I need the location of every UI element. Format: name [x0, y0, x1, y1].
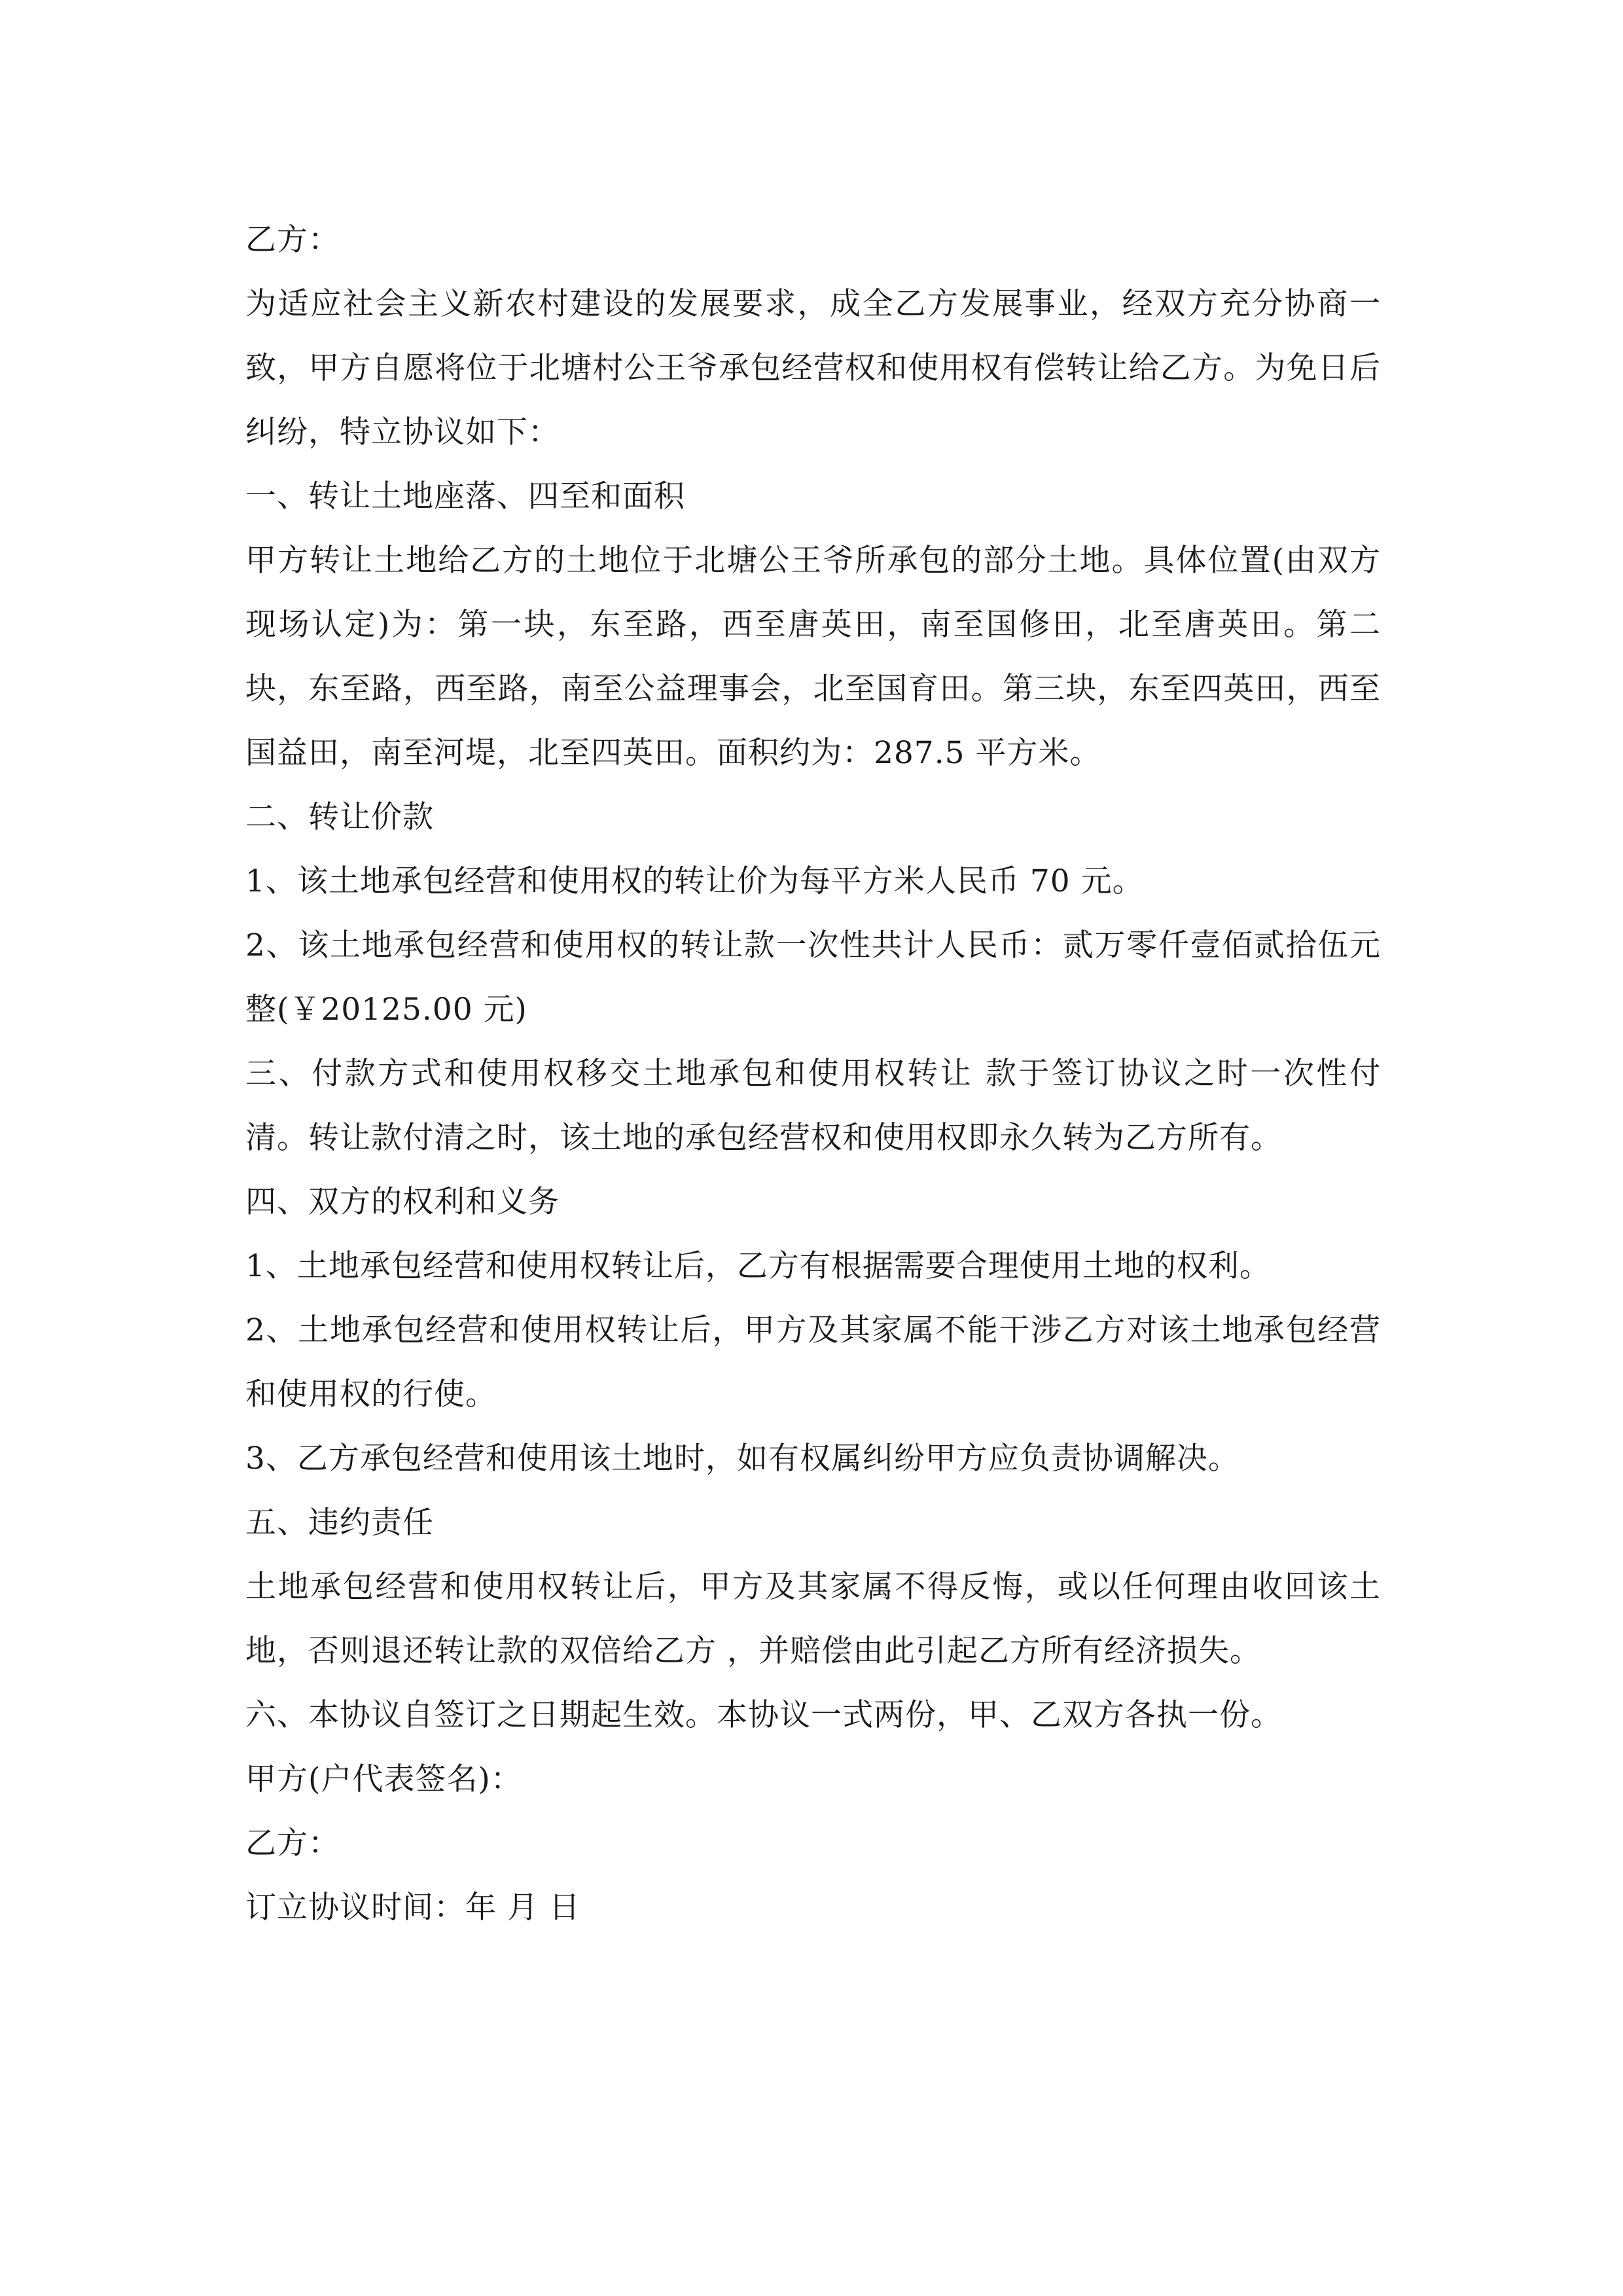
- section-4-title: 四、双方的权利和义务: [245, 1184, 560, 1220]
- section-4-item-2: 2、土地承包经营和使用权转让后，甲方及其家属不能干涉乙方对该土地承包经营和使用权的行使。: [245, 1312, 1381, 1412]
- section-6-paragraph: 六、本协议自签订之日期起生效。本协议一式两份，甲、乙双方各执一份。: [245, 1697, 1282, 1733]
- section-1-body: 甲方转让土地给乙方的土地位于北塘公王爷所承包的部分土地。具体位置(由双方现场认定)为：第一块，东至路，西至唐英田，南至国修田，北至唐英田。第二块，东至路，西至路，南至公益理事会，北至国育田。第三块，东至四英田，西至国益田，南至河堤，北至四英田。面积约为：287.5 平方米。: [245, 543, 1381, 771]
- section-2-title: 二、转让价款: [245, 799, 434, 835]
- section-5-title: 五、违约责任: [245, 1505, 434, 1541]
- party-b-signature-line: 乙方：: [245, 1825, 340, 1861]
- agreement-body: [245, 208, 1381, 1940]
- party-b-heading: 乙方：: [245, 222, 340, 258]
- section-3-paragraph: 三、付款方式和使用权移交土地承包和使用权转让 款于签订协议之时一次性付清。转让款付清之时，该土地的承包经营权和使用权即永久转为乙方所有。: [245, 1056, 1381, 1156]
- party-a-signature-line: 甲方(户代表签名)：: [245, 1761, 522, 1797]
- section-2-item-2: 2、该土地承包经营和使用权的转让款一次性共计人民币：贰万零仟壹佰贰拾伍元整(￥20125.00 元): [245, 927, 1381, 1028]
- section-2-item-1: 1、该土地承包经营和使用权的转让价为每平方米人民币 70 元。: [245, 863, 1144, 899]
- intro-paragraph: 为适应社会主义新农村建设的发展要求，成全乙方发展事业，经双方充分协商一致，甲方自愿将位于北塘村公王爷承包经营权和使用权有偿转让给乙方。为免日后纠纷，特立协议如下：: [245, 286, 1381, 450]
- agreement-date-line: 订立协议时间：年 月 日: [245, 1890, 580, 1926]
- section-5-body: 土地承包经营和使用权转让后，甲方及其家属不得反悔，或以任何理由收回该土地，否则退还转让款的双倍给乙方 ，并赔偿由此引起乙方所有经济损失。: [245, 1569, 1381, 1669]
- section-4-item-3: 3、乙方承包经营和使用该土地时，如有权属纠纷甲方应负责协调解决。: [245, 1441, 1240, 1477]
- section-4-item-1: 1、土地承包经营和使用权转让后，乙方有根据需要合理使用土地的权利。: [245, 1248, 1271, 1284]
- section-1-title: 一、转让土地座落、四至和面积: [245, 478, 685, 514]
